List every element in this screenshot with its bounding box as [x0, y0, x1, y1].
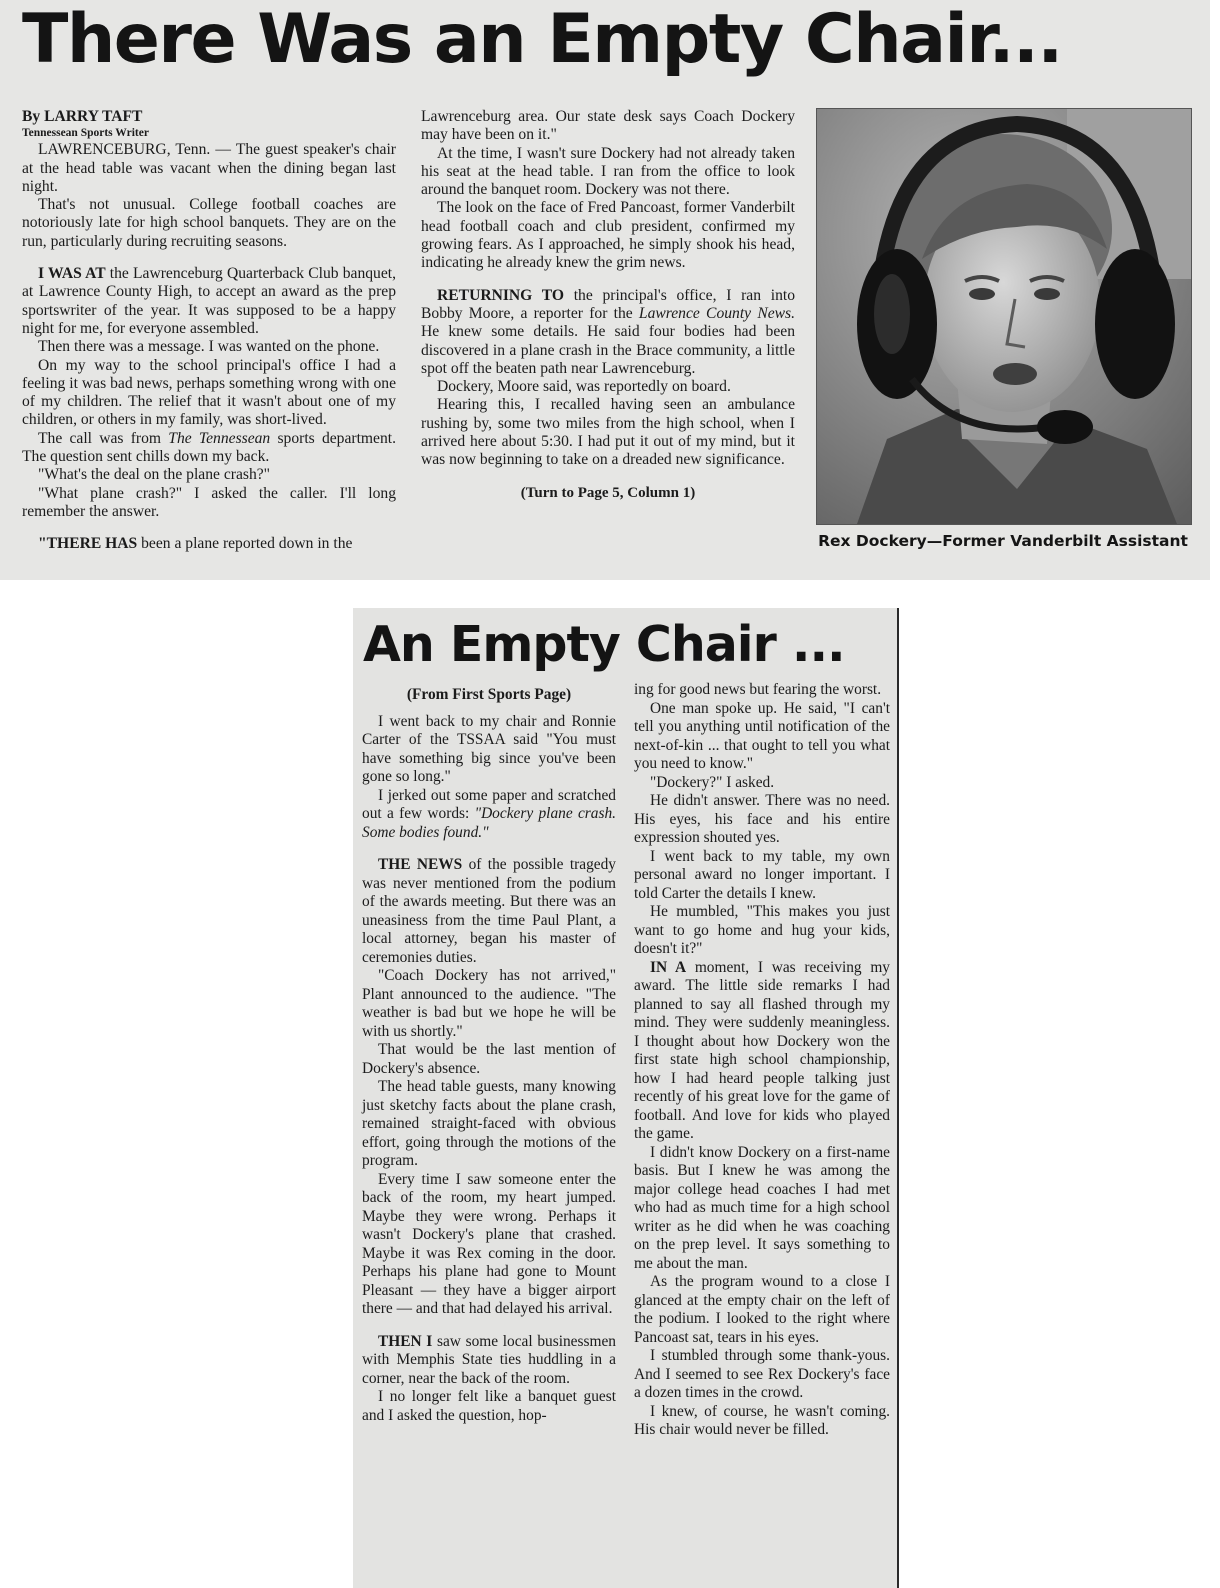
paragraph: I WAS AT the Lawrenceburg Quarterback Club banquet, at Lawrence County High, to accept an award as the prep sportswriter of the year. It was supposed to be a happy night for me, for everyone assembled.: [22, 265, 396, 337]
portrait-photo: [816, 108, 1192, 525]
paragraph: ing for good news but fearing the worst.: [634, 681, 882, 698]
paragraph: I went back to my table, my own personal award no longer important. I told Carter the details I knew.: [634, 847, 890, 902]
lead-in: IN A: [650, 958, 687, 976]
lead-in: I WAS AT: [38, 265, 106, 283]
paragraph: "What's the deal on the plane crash?": [38, 466, 271, 484]
paragraph: He mumbled, "This makes you just want to go home and hug your kids, doesn't it?": [634, 903, 890, 957]
paragraph: "Dockery?" I asked.: [650, 773, 775, 791]
paragraph: He didn't answer. There was no need. His eyes, his face and his entire expression shouted yes.: [634, 792, 890, 846]
article-clipping-2: [353, 608, 899, 1588]
paragraph: Then there was a message. I was wanted on the phone.: [38, 338, 380, 356]
paragraph: Hearing this, I recalled having seen an ambulance rushing by, some two miles from the high school, when I arrived here about 5:30. I had put it out of my mind, but it was now beginning to take on a dreaded new significance.: [421, 396, 795, 469]
article-column-2: [634, 681, 890, 1440]
paragraph: I knew, of course, he wasn't coming. His chair would never be filled.: [634, 1402, 890, 1438]
paragraph: That would be the last mention of Dockery's absence.: [362, 1041, 616, 1077]
article-column-1: [362, 686, 616, 1425]
lead-in: THE NEWS: [378, 856, 463, 873]
subhead: (From First Sports Page): [406, 686, 572, 703]
paragraph: I stumbled through some thank-yous. And I seemed to see Rex Dockery's face a dozen times in the crowd.: [634, 1347, 890, 1401]
paragraph: IN A moment, I was receiving my award. The little side remarks I had planned to say all flashed through my mind. They were suddenly meaningless. I thought about how Dockery won the first state high school championship, how I had heard people talking just recently of his great love for the game of football. And love for kids who played the game.: [634, 958, 891, 1142]
article-clipping-1: [0, 0, 1210, 580]
byline: By LARRY TAFT: [22, 108, 143, 125]
paragraph: THEN I saw some local businessmen with Memphis State ties huddling in a corner, near the back of the room.: [362, 1332, 616, 1387]
paragraph: Lawrenceburg area. Our state desk says Coach Dockery may have been on it.": [421, 108, 795, 144]
paragraph: Dockery, Moore said, was reportedly on board.: [437, 378, 731, 396]
paragraph: One man spoke up. He said, "I can't tell you anything until notification of the next-of-kin ... that ought to tell you what you need to know.": [634, 699, 890, 772]
paragraph: The head table guests, many knowing just sketchy facts about the plane crash, remained straight-faced with obvious effort, going through the motions of the program.: [362, 1078, 616, 1169]
lead-in: "THERE HAS: [38, 535, 138, 553]
photo-caption: Rex Dockery—Former Vanderbilt Assistant: [818, 532, 1188, 550]
headline: There Was an Empty Chair...: [22, 0, 1062, 79]
continuation-note: (Turn to Page 5, Column 1): [520, 484, 696, 501]
paragraph: I jerked out some paper and scratched out a few words: "Dockery plane crash. Some bodies found.": [362, 786, 617, 841]
paragraph: "What plane crash?" I asked the caller. I'll long remember the answer.: [22, 484, 396, 520]
paragraph: Every time I saw someone enter the back of the room, my heart jumped. Maybe they were wrong. Perhaps it wasn't Dockery's plane that crashed. Maybe it was Rex coming in the door. Perhaps his plane had gone to Mount Pleasant — they have a bigger airport there — and that had delayed his arrival.: [362, 1170, 616, 1317]
lead-in: THEN I: [378, 1332, 433, 1350]
paragraph: THE NEWS of the possible tragedy was never mentioned from the podium of the awards meeting. But there was an uneasiness from the time Paul Plant, a local attorney, began his master of ceremonies duties.: [362, 856, 616, 966]
lead-in: RETURNING TO: [437, 286, 564, 304]
paragraph: "Coach Dockery has not arrived," Plant announced to the audience. "The weather is bad but we hope he will be with us shortly.": [362, 967, 616, 1040]
paragraph: At the time, I wasn't sure Dockery had not already taken his seat at the head table. I ran from the office to look around the banquet room. Dockery was not there.: [421, 144, 795, 199]
byline-credit: Tennessean Sports Writer: [22, 127, 149, 140]
portrait-photo-illustration: [817, 109, 1191, 524]
article-column-1: [22, 108, 396, 554]
paragraph: As the program wound to a close I glanced at the empty chair on the left of the podium. I looked to the right where Pancoast sat, tears in his eyes.: [634, 1273, 890, 1346]
paragraph: That's not unusual. College football coaches are notoriously late for high school banquets. They are on the run, particularly during recruiting seasons.: [22, 196, 396, 250]
article-column-2: [421, 108, 795, 502]
paragraph: "THERE HAS been a plane reported down in the: [38, 535, 353, 553]
paragraph: I didn't know Dockery on a first-name basis. But I knew he was among the major college head coaches I had met who had as much time for a high school writer as he did when he was coaching on the prep level. It says something to me about the man.: [634, 1143, 890, 1272]
paragraph: RETURNING TO the principal's office, I ran into Bobby Moore, a reporter for the Lawrence County News. He knew some details. He said four bodies had been discovered in a plane crash in the Brace community, a little spot off the beaten path near Lawrenceburg.: [421, 286, 796, 377]
headline: An Empty Chair ...: [363, 616, 845, 673]
paragraph: The call was from The Tennessean sports department. The question sent chills down my back.: [22, 429, 397, 466]
paragraph: LAWRENCEBURG, Tenn. — The guest speaker's chair at the head table was vacant when the dining began last night.: [22, 141, 396, 195]
paragraph: I went back to my chair and Ronnie Carter of the TSSAA said "You must have something big since you've been gone so long.": [362, 712, 616, 785]
paragraph: On my way to the school principal's office I had a feeling it was bad news, perhaps something wrong with one of my children. The relief that it wasn't about one of my children, or others in my family, was short-lived.: [22, 356, 396, 429]
paragraph: The look on the face of Fred Pancoast, former Vanderbilt head football coach and club president, confirmed my growing fears. As I approached, he simply shook his head, indicating he already knew the grim news.: [421, 199, 795, 272]
paragraph: I no longer felt like a banquet guest and I asked the question, hop-: [362, 1388, 616, 1424]
